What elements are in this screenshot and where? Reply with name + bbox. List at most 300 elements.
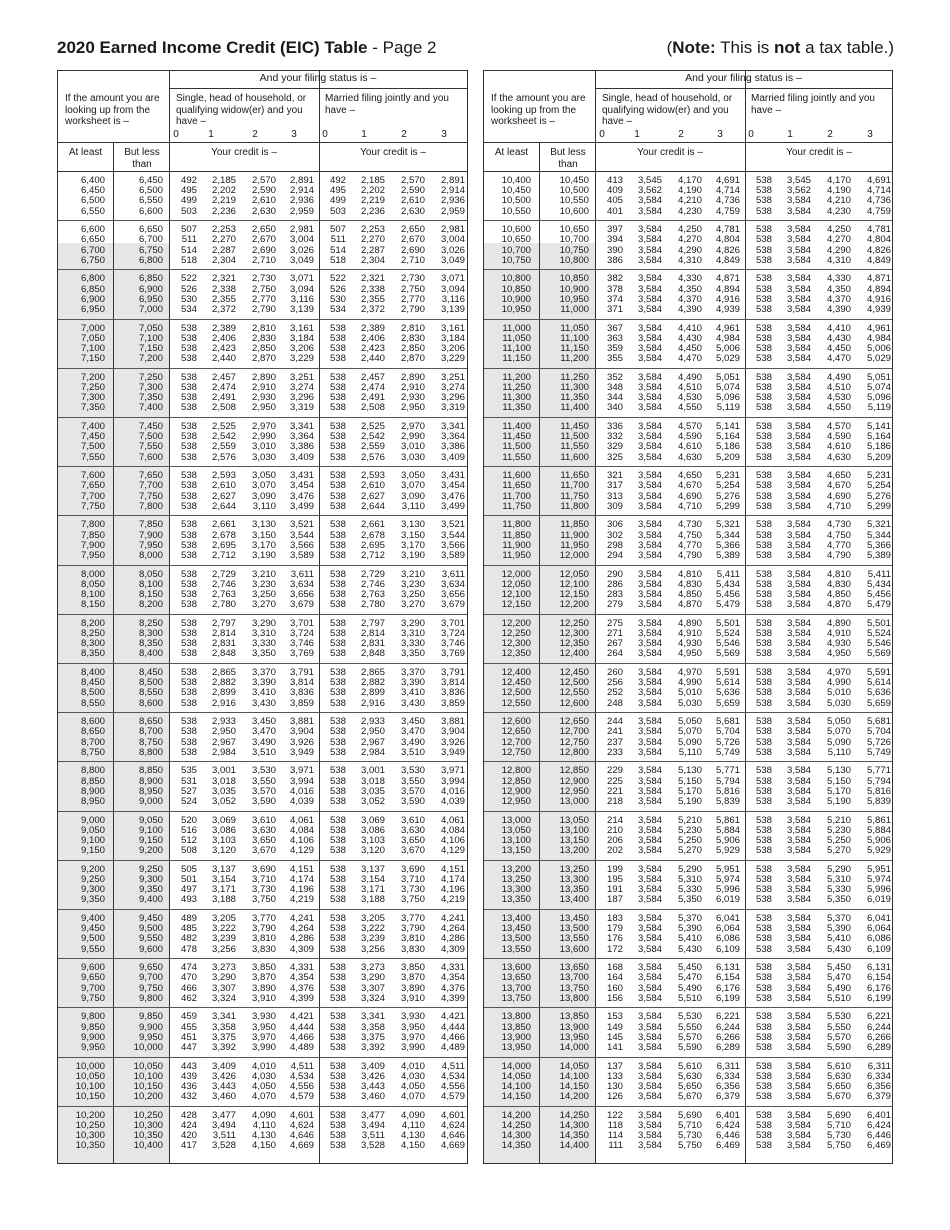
credit-cell: 3,690 xyxy=(251,863,276,875)
credit-cell: 538 xyxy=(755,923,772,935)
income-bound-cell: 12,950 xyxy=(501,795,531,807)
credit-cell: 3,584 xyxy=(637,588,662,600)
group-separator xyxy=(484,565,892,566)
income-bound-cell: 13,650 xyxy=(559,962,589,974)
credit-cell: 5,186 xyxy=(715,441,740,453)
table-row xyxy=(58,895,467,906)
credit-cell: 2,899 xyxy=(360,687,385,699)
credit-cell: 3,584 xyxy=(786,933,811,945)
income-bound-cell: 8,150 xyxy=(80,599,105,611)
children-count-single: 0 xyxy=(599,129,605,140)
credit-cell: 538 xyxy=(329,933,346,945)
credit-cell: 3,150 xyxy=(400,529,425,541)
credit-cell: 3,307 xyxy=(360,982,385,994)
income-bound-cell: 8,800 xyxy=(138,746,163,758)
table-row xyxy=(484,600,892,611)
credit-cell: 3,584 xyxy=(786,617,811,629)
credit-cell: 5,670 xyxy=(677,1091,702,1103)
credit-cell: 3,477 xyxy=(211,1109,236,1121)
credit-cell: 3,545 xyxy=(637,175,662,186)
credit-cell: 4,730 xyxy=(826,519,851,531)
credit-cell: 538 xyxy=(755,254,772,266)
credit-cell: 3,544 xyxy=(440,529,465,541)
credit-cell: 5,996 xyxy=(866,884,891,896)
group-separator xyxy=(58,466,467,467)
credit-cell: 538 xyxy=(755,342,772,354)
credit-cell: 5,050 xyxy=(677,716,702,728)
income-bound-cell: 10,250 xyxy=(133,1109,163,1121)
credit-cell: 538 xyxy=(180,726,197,738)
credit-cell: 3,584 xyxy=(637,962,662,974)
credit-cell: 538 xyxy=(755,824,772,836)
credit-cell: 3,791 xyxy=(289,667,314,678)
credit-cell: 4,264 xyxy=(289,923,314,935)
credit-cell: 4,421 xyxy=(440,1011,465,1023)
income-bound-cell: 6,600 xyxy=(80,224,105,236)
income-bound-cell: 9,800 xyxy=(138,992,163,1004)
income-bound-cell: 7,850 xyxy=(138,519,163,531)
credit-cell: 4,650 xyxy=(826,470,851,482)
credit-cell: 3,494 xyxy=(211,1119,236,1131)
credit-cell: 538 xyxy=(329,381,346,393)
credit-cell: 538 xyxy=(329,627,346,639)
income-bound-cell: 8,850 xyxy=(80,775,105,787)
credit-cell: 538 xyxy=(755,638,772,650)
credit-cell: 5,704 xyxy=(715,726,740,738)
credit-cell: 2,576 xyxy=(211,451,236,463)
income-bound-cell: 11,100 xyxy=(560,332,589,344)
credit-cell: 531 xyxy=(180,775,197,787)
credit-cell: 518 xyxy=(180,254,197,266)
credit-cell: 3,584 xyxy=(786,421,811,432)
group-separator xyxy=(484,319,892,320)
credit-cell: 4,510 xyxy=(677,381,702,393)
income-bound-cell: 10,150 xyxy=(133,1080,163,1092)
credit-cell: 2,763 xyxy=(360,588,385,600)
credit-cell: 302 xyxy=(606,529,623,541)
credit-cell: 4,264 xyxy=(440,923,465,935)
table-row xyxy=(58,207,467,218)
credit-cell: 4,570 xyxy=(826,421,851,432)
credit-cell: 2,865 xyxy=(211,667,236,678)
group-separator xyxy=(58,1007,467,1008)
group-separator xyxy=(484,909,892,910)
credit-cell: 2,984 xyxy=(211,746,236,758)
credit-cell: 2,780 xyxy=(360,599,385,611)
income-bound-cell: 7,600 xyxy=(80,470,105,482)
income-bound-cell: 9,750 xyxy=(80,992,105,1004)
credit-cell: 2,916 xyxy=(211,697,236,709)
group-separator xyxy=(484,712,892,713)
income-bound-cell: 8,550 xyxy=(80,697,105,709)
credit-cell: 5,456 xyxy=(715,588,740,600)
credit-cell: 538 xyxy=(755,1041,772,1053)
credit-cell: 4,466 xyxy=(440,1031,465,1043)
credit-cell: 538 xyxy=(755,775,772,787)
credit-cell: 2,440 xyxy=(211,353,236,365)
credit-cell: 459 xyxy=(180,1011,197,1023)
income-bound-cell: 13,050 xyxy=(501,824,531,836)
credit-cell: 538 xyxy=(329,441,346,453)
credit-cell: 2,457 xyxy=(360,371,385,383)
credit-cell: 3,350 xyxy=(251,648,276,660)
credit-cell: 538 xyxy=(180,451,197,463)
credit-cell: 3,584 xyxy=(786,765,811,777)
income-bound-cell: 9,650 xyxy=(138,962,163,974)
credit-cell: 6,401 xyxy=(715,1109,740,1121)
credit-cell: 5,974 xyxy=(866,873,891,885)
credit-cell: 3,584 xyxy=(637,205,662,217)
credit-cell: 3,584 xyxy=(637,972,662,984)
income-bound-cell: 10,700 xyxy=(559,234,589,246)
credit-cell: 6,266 xyxy=(866,1031,891,1043)
income-bound-cell: 9,050 xyxy=(138,814,163,826)
income-bound-cell: 12,250 xyxy=(559,617,589,629)
income-bound-cell: 7,100 xyxy=(80,342,105,354)
income-bound-cell: 6,650 xyxy=(138,224,163,236)
credit-cell: 2,627 xyxy=(360,490,385,502)
income-bound-cell: 7,200 xyxy=(138,353,163,365)
credit-cell: 2,790 xyxy=(400,303,425,315)
credit-cell: 2,185 xyxy=(211,175,236,186)
credit-cell: 405 xyxy=(606,195,623,207)
credit-cell: 3,270 xyxy=(400,599,425,611)
credit-cell: 3,510 xyxy=(251,746,276,758)
credit-cell: 4,624 xyxy=(440,1119,465,1131)
credit-cell: 2,542 xyxy=(211,431,236,443)
credit-cell: 501 xyxy=(180,873,197,885)
credit-cell: 2,542 xyxy=(360,431,385,443)
income-bound-cell: 12,400 xyxy=(559,648,589,660)
credit-cell: 5,630 xyxy=(826,1070,851,1082)
children-count-married: 0 xyxy=(748,129,754,140)
credit-cell: 4,970 xyxy=(826,667,851,678)
credit-cell: 538 xyxy=(755,353,772,365)
credit-cell: 3,510 xyxy=(400,746,425,758)
credit-cell: 5,670 xyxy=(826,1091,851,1103)
credit-cell: 2,670 xyxy=(251,234,276,246)
credit-cell: 394 xyxy=(606,234,623,246)
credit-cell: 3,273 xyxy=(360,962,385,974)
credit-cell: 5,119 xyxy=(867,402,891,414)
credit-cell: 5,650 xyxy=(677,1080,702,1092)
income-bound-cell: 14,050 xyxy=(559,1060,589,1072)
credit-cell: 3,530 xyxy=(251,765,276,777)
credit-cell: 538 xyxy=(755,402,772,414)
credit-cell: 179 xyxy=(606,923,623,935)
credit-cell: 3,250 xyxy=(400,588,425,600)
group-separator xyxy=(484,761,892,762)
income-bound-cell: 13,450 xyxy=(501,923,531,935)
credit-cell: 3,273 xyxy=(211,962,236,974)
credit-cell: 3,086 xyxy=(360,824,385,836)
credit-cell: 3,370 xyxy=(400,667,425,678)
row-group xyxy=(58,1111,467,1151)
credit-cell: 538 xyxy=(329,795,346,807)
credit-cell: 538 xyxy=(755,1080,772,1092)
credit-cell: 4,130 xyxy=(251,1130,276,1142)
credit-cell: 2,981 xyxy=(289,224,314,236)
credit-cell: 183 xyxy=(606,913,623,924)
credit-cell: 2,810 xyxy=(251,322,276,334)
credit-cell: 5,884 xyxy=(715,824,740,836)
credit-cell: 538 xyxy=(755,716,772,728)
income-bound-cell: 9,400 xyxy=(138,894,163,906)
credit-cell: 2,950 xyxy=(400,402,425,414)
credit-cell: 3,410 xyxy=(400,687,425,699)
credit-cell: 5,690 xyxy=(826,1109,851,1121)
credit-cell: 3,450 xyxy=(400,716,425,728)
income-bound-cell: 12,800 xyxy=(501,765,531,777)
income-bound-cell: 10,350 xyxy=(133,1130,163,1142)
credit-cell: 3,528 xyxy=(211,1140,236,1152)
credit-cell: 279 xyxy=(606,599,623,611)
credit-cell: 535 xyxy=(180,765,197,777)
credit-cell: 355 xyxy=(606,353,623,365)
credit-cell: 2,338 xyxy=(360,283,385,295)
credit-cell: 538 xyxy=(755,1070,772,1082)
group-separator xyxy=(58,515,467,516)
credit-cell: 538 xyxy=(180,617,197,629)
row-group xyxy=(58,914,467,954)
credit-cell: 522 xyxy=(180,273,197,285)
children-count-married: 1 xyxy=(787,129,793,140)
row-group xyxy=(484,1111,892,1151)
credit-cell: 4,910 xyxy=(826,627,851,639)
credit-cell: 538 xyxy=(329,599,346,611)
credit-cell: 3,490 xyxy=(251,736,276,748)
row-group xyxy=(484,668,892,708)
credit-cell: 2,810 xyxy=(400,322,425,334)
credit-cell: 3,584 xyxy=(786,283,811,295)
income-bound-cell: 8,350 xyxy=(138,638,163,650)
income-bound-cell: 14,100 xyxy=(501,1080,531,1092)
credit-cell: 4,630 xyxy=(677,451,702,463)
credit-cell: 4,030 xyxy=(400,1070,425,1082)
credit-cell: 6,244 xyxy=(866,1021,891,1033)
credit-cell: 5,254 xyxy=(866,480,891,492)
income-bound-cell: 12,700 xyxy=(501,736,531,748)
credit-cell: 2,870 xyxy=(400,353,425,365)
credit-cell: 538 xyxy=(329,529,346,541)
table-row xyxy=(58,354,467,365)
credit-cell: 4,830 xyxy=(826,578,851,590)
credit-cell: 4,990 xyxy=(677,677,702,689)
credit-cell: 3,274 xyxy=(289,381,314,393)
credit-cell: 5,524 xyxy=(866,627,891,639)
income-bound-cell: 9,550 xyxy=(138,933,163,945)
income-bound-cell: 12,550 xyxy=(501,697,531,709)
income-bound-cell: 6,700 xyxy=(80,244,105,256)
credit-cell: 2,746 xyxy=(211,578,236,590)
credit-cell: 5,906 xyxy=(715,834,740,846)
row-group xyxy=(484,717,892,757)
credit-cell: 3,584 xyxy=(637,421,662,432)
credit-cell: 538 xyxy=(755,519,772,531)
income-bound-cell: 10,050 xyxy=(133,1060,163,1072)
credit-cell: 4,489 xyxy=(289,1041,314,1053)
income-bound-cell: 13,350 xyxy=(559,884,589,896)
income-bound-cell: 9,000 xyxy=(138,795,163,807)
credit-cell: 538 xyxy=(329,775,346,787)
credit-cell: 3,470 xyxy=(251,726,276,738)
credit-cell: 3,409 xyxy=(289,451,314,463)
credit-cell: 3,364 xyxy=(440,431,465,443)
credit-cell: 3,584 xyxy=(637,431,662,443)
credit-cell: 2,750 xyxy=(251,283,276,295)
credit-cell: 538 xyxy=(329,736,346,748)
credit-cell: 2,525 xyxy=(211,421,236,432)
credit-cell: 313 xyxy=(606,490,623,502)
divider-status-row xyxy=(595,88,892,89)
income-bound-cell: 8,050 xyxy=(138,568,163,580)
credit-cell: 5,231 xyxy=(715,470,740,482)
table-row xyxy=(58,256,467,267)
credit-cell: 4,110 xyxy=(252,1119,276,1131)
credit-cell: 439 xyxy=(180,1070,197,1082)
credit-cell: 4,650 xyxy=(677,470,702,482)
credit-cell: 508 xyxy=(180,845,197,857)
credit-cell: 367 xyxy=(606,322,623,334)
income-bound-cell: 11,550 xyxy=(502,451,531,463)
credit-cell: 503 xyxy=(180,205,197,217)
credit-cell: 5,730 xyxy=(826,1130,851,1142)
income-bound-cell: 12,750 xyxy=(559,736,589,748)
income-bound-cell: 10,750 xyxy=(559,244,589,256)
credit-cell: 4,310 xyxy=(826,254,851,266)
income-bound-cell: 6,750 xyxy=(138,244,163,256)
credit-cell: 5,906 xyxy=(866,834,891,846)
credit-cell: 5,344 xyxy=(866,529,891,541)
credit-cell: 225 xyxy=(606,775,623,787)
credit-cell: 5,389 xyxy=(715,549,740,561)
row-group xyxy=(484,422,892,462)
credit-cell: 3,511 xyxy=(212,1130,236,1142)
note-text-1: This is xyxy=(715,38,774,57)
credit-cell: 3,881 xyxy=(289,716,314,728)
credit-cell: 3,650 xyxy=(400,834,425,846)
credit-cell: 374 xyxy=(606,293,623,305)
credit-cell: 5,771 xyxy=(715,765,740,777)
credit-cell: 3,679 xyxy=(289,599,314,611)
credit-cell: 3,994 xyxy=(440,775,465,787)
credit-cell: 3,018 xyxy=(211,775,236,787)
credit-cell: 6,154 xyxy=(715,972,740,984)
income-bound-cell: 13,700 xyxy=(559,972,589,984)
credit-cell: 5,794 xyxy=(715,775,740,787)
credit-cell: 3,584 xyxy=(637,1080,662,1092)
credit-cell: 5,150 xyxy=(826,775,851,787)
credit-cell: 3,584 xyxy=(786,529,811,541)
credit-cell: 3,358 xyxy=(360,1021,385,1033)
credit-cell: 3,470 xyxy=(400,726,425,738)
credit-cell: 3,584 xyxy=(637,1091,662,1103)
income-bound-cell: 10,300 xyxy=(75,1130,105,1142)
table-row xyxy=(58,649,467,660)
credit-cell: 3,584 xyxy=(637,923,662,935)
credit-cell: 2,610 xyxy=(400,195,425,207)
income-bound-cell: 14,250 xyxy=(501,1119,531,1131)
credit-cell: 6,266 xyxy=(715,1031,740,1043)
income-bound-cell: 14,150 xyxy=(559,1080,589,1092)
table-row xyxy=(58,699,467,710)
credit-cell: 4,961 xyxy=(715,322,740,334)
credit-cell: 160 xyxy=(606,982,623,994)
row-group xyxy=(484,471,892,511)
credit-cell: 3,139 xyxy=(440,303,465,315)
income-bound-cell: 8,900 xyxy=(80,785,105,797)
credit-cell: 2,270 xyxy=(211,234,236,246)
credit-cell: 3,171 xyxy=(360,884,385,896)
income-bound-cell: 13,550 xyxy=(559,933,589,945)
credit-cell: 538 xyxy=(329,884,346,896)
credit-cell: 2,593 xyxy=(211,470,236,482)
credit-cell: 3,584 xyxy=(637,982,662,994)
credit-cell: 2,202 xyxy=(211,185,236,197)
credit-cell: 2,970 xyxy=(251,421,276,432)
row-group xyxy=(484,1012,892,1052)
credit-cell: 2,763 xyxy=(211,588,236,600)
credit-cell: 524 xyxy=(180,795,197,807)
credit-cell: 3,499 xyxy=(440,500,465,512)
income-bound-cell: 7,450 xyxy=(138,421,163,432)
children-count-married: 2 xyxy=(401,129,407,140)
credit-cell: 2,729 xyxy=(211,568,236,580)
income-bound-cell: 10,450 xyxy=(501,185,531,197)
row-group xyxy=(58,865,467,905)
credit-cell: 3,584 xyxy=(637,371,662,383)
credit-cell: 6,086 xyxy=(715,933,740,945)
credit-cell: 5,170 xyxy=(826,785,851,797)
income-bound-cell: 14,200 xyxy=(559,1091,589,1103)
credit-cell: 538 xyxy=(329,490,346,502)
page-title xyxy=(57,38,437,58)
credit-cell: 5,230 xyxy=(677,824,702,836)
credit-cell: 482 xyxy=(180,933,197,945)
credit-cell: 6,356 xyxy=(866,1080,891,1092)
credit-cell: 3,584 xyxy=(637,834,662,846)
credit-cell: 2,627 xyxy=(211,490,236,502)
income-bound-cell: 10,550 xyxy=(559,195,589,207)
credit-cell: 2,406 xyxy=(211,332,236,344)
credit-cell: 3,229 xyxy=(289,353,314,365)
credit-cell: 2,814 xyxy=(211,627,236,639)
credit-cell: 3,090 xyxy=(251,490,276,502)
credit-cell: 2,355 xyxy=(360,293,385,305)
credit-cell: 4,330 xyxy=(826,273,851,285)
credit-cell: 6,424 xyxy=(715,1119,740,1131)
row-group xyxy=(58,373,467,413)
credit-cell: 2,984 xyxy=(360,746,385,758)
group-separator xyxy=(58,811,467,812)
credit-cell: 6,064 xyxy=(715,923,740,935)
credit-cell: 3,584 xyxy=(637,1011,662,1023)
row-group xyxy=(58,471,467,511)
credit-cell: 538 xyxy=(755,381,772,393)
credit-cell: 507 xyxy=(329,224,346,236)
credit-cell: 3,130 xyxy=(400,519,425,531)
credit-cell: 2,678 xyxy=(360,529,385,541)
credit-cell: 413 xyxy=(606,175,623,186)
credit-cell: 3,634 xyxy=(289,578,314,590)
table-row xyxy=(58,403,467,414)
credit-cell: 5,006 xyxy=(715,342,740,354)
credit-cell: 5,254 xyxy=(715,480,740,492)
credit-cell: 538 xyxy=(755,1060,772,1072)
credit-cell: 538 xyxy=(755,273,772,285)
credit-cell: 4,084 xyxy=(289,824,314,836)
credit-cell: 4,714 xyxy=(866,185,891,197)
